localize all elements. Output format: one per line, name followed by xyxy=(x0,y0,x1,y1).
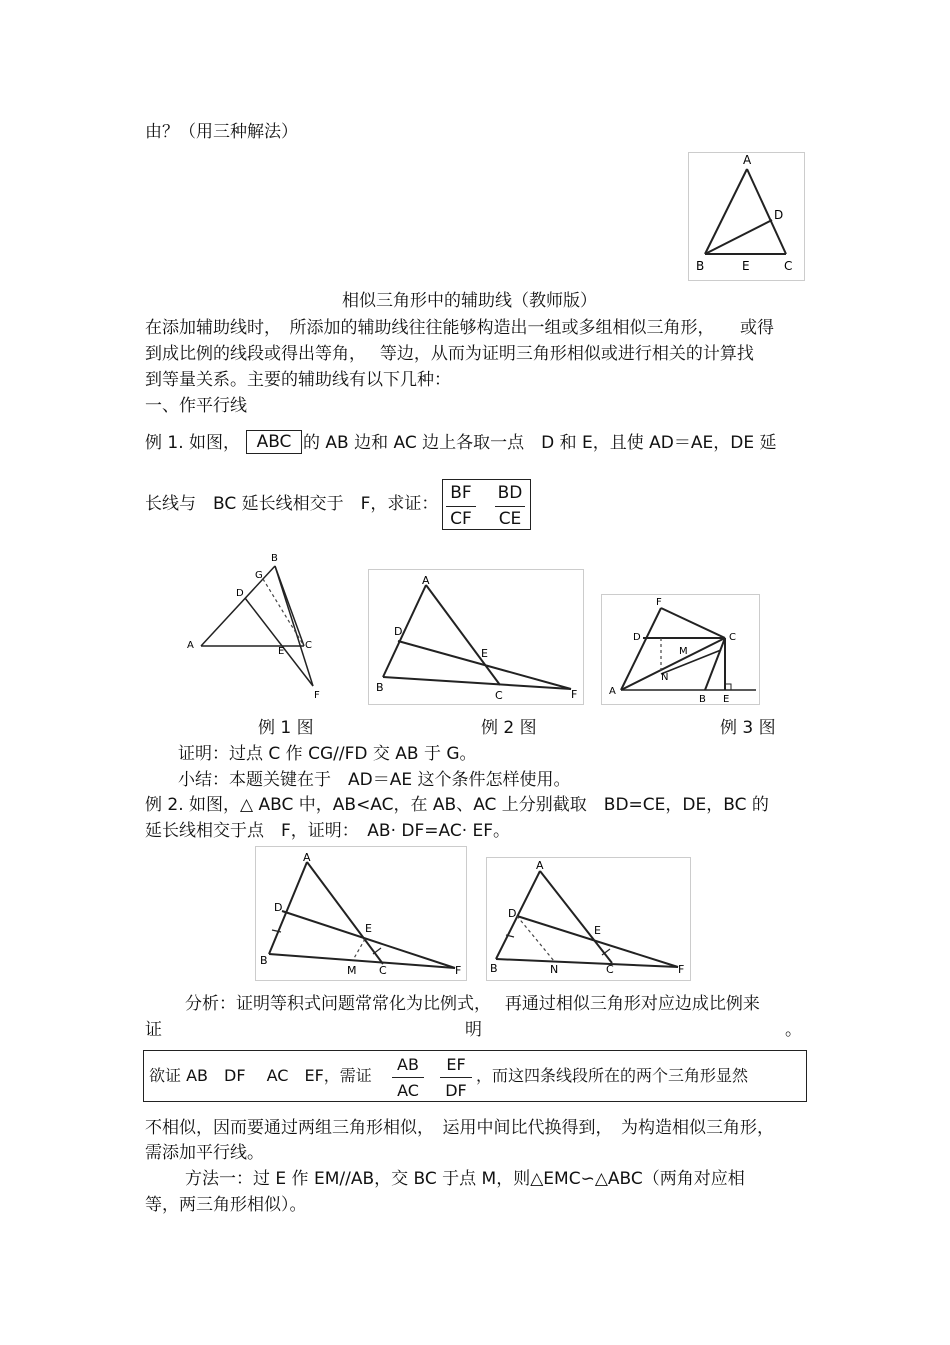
fig-label: F xyxy=(656,597,662,608)
fig-label: N xyxy=(661,672,669,683)
fig-label: A xyxy=(743,153,752,167)
fig-label: A xyxy=(609,686,616,697)
para-after-line1: 不相似，因而要通过两组三角形相似， 运用中间比代换得到， 为构造相似三角形， xyxy=(145,1118,774,1138)
fig-label: E xyxy=(481,647,488,660)
frac-num: BD xyxy=(497,483,523,503)
fig-label: E xyxy=(742,259,750,273)
ex2-method-figure-a xyxy=(255,846,468,982)
box-post: ，而这四条线段所在的两个三角形显然 xyxy=(476,1066,749,1085)
fig-label: E xyxy=(278,646,285,657)
fig-label: M xyxy=(679,646,688,657)
fig-label: F xyxy=(678,963,685,976)
page-title: 相似三角形中的辅助线（教师版） xyxy=(342,291,597,311)
analysis-mid: 明 xyxy=(465,1020,482,1040)
frac-line xyxy=(440,1077,472,1078)
analysis-left: 证 xyxy=(145,1020,162,1040)
fig-label: B xyxy=(271,553,278,564)
para1-line1: 在添加辅助线时， 所添加的辅助线往往能够构造出一组或多组相似三角形， 或得 xyxy=(145,318,774,338)
fig-label: C xyxy=(495,689,503,702)
frac-den: DF xyxy=(445,1081,467,1100)
fig-label: F xyxy=(571,688,578,701)
fig-label: A xyxy=(422,574,430,587)
caption-ex1: 例 1 图 xyxy=(258,718,314,738)
method1-line2: 等，两三角形相似）。 xyxy=(145,1195,307,1215)
fig-label: F xyxy=(314,690,320,701)
ex1-prefix: 例 1. 如图， xyxy=(145,433,241,453)
caption-ex3: 例 3 图 xyxy=(720,718,776,738)
frac-line xyxy=(495,506,525,507)
para1-line3: 到等量关系。主要的辅助线有以下几种： xyxy=(145,370,451,390)
frac-den: AC xyxy=(397,1081,419,1100)
analysis-end: 。 xyxy=(785,1020,802,1040)
summary1: 小结：本题关键在于 AD＝AE 这个条件怎样使用。 xyxy=(178,770,571,790)
frac-num: BF xyxy=(450,483,472,503)
frac-den: CF xyxy=(450,509,472,529)
fig-label: D xyxy=(508,907,517,920)
ex1-rest: 的 AB 边和 AC 边上各取一点 D 和 E，且使 AD＝AE，DE 延 xyxy=(303,433,777,453)
fig-label: C xyxy=(379,964,387,977)
fig-label: C xyxy=(606,963,614,976)
frac-line xyxy=(392,1077,424,1078)
fig-label: E xyxy=(365,922,372,935)
ex2-line2: 延长线相交于点 F，证明： AB· DF=AC· EF。 xyxy=(145,821,511,841)
fig-label: C xyxy=(305,640,312,651)
ex2-line1: 例 2. 如图，△ ABC 中，AB<AC，在 AB、AC 上分别截取 BD=CE，DE，BC 的 xyxy=(145,795,769,815)
para1-line2: 到成比例的线段或得出等角， 等边，从而为证明三角形相似或进行相关的计算找 xyxy=(145,344,754,364)
ex2-method-figure-b xyxy=(486,857,692,982)
para-after-line2: 需添加平行线。 xyxy=(145,1143,264,1163)
fig-label: E xyxy=(723,694,730,705)
fig-label: B xyxy=(699,694,706,705)
analysis-line1: 分析：证明等积式问题常常化为比例式， 再通过相似三角形对应边成比例来 xyxy=(185,994,760,1014)
ex2-figure xyxy=(368,569,585,706)
fig-label: B xyxy=(490,962,498,975)
section-heading: 一、作平行线 xyxy=(145,396,247,416)
frac-num: AB xyxy=(397,1055,419,1074)
fig-label: B xyxy=(260,954,268,967)
fig-label: D xyxy=(236,588,244,599)
ex1-boxed-abc: ABC xyxy=(246,430,302,454)
fig-label: F xyxy=(455,964,462,977)
ex3-figure xyxy=(601,594,761,706)
fig-label: C xyxy=(784,259,793,273)
fig-label: B xyxy=(696,259,705,273)
fig-label: A xyxy=(536,859,544,872)
caption-ex2: 例 2 图 xyxy=(481,718,537,738)
ex1-line2: 长线与 BC 延长线相交于 F，求证： xyxy=(145,494,439,514)
fig-label: D xyxy=(394,625,403,638)
fig-label: E xyxy=(594,924,601,937)
fig-label: A xyxy=(303,851,311,864)
frac-line xyxy=(446,506,476,507)
fig-label: C xyxy=(729,632,736,643)
fig-label: B xyxy=(376,681,384,694)
fig-label: D xyxy=(633,632,641,643)
fig-label: M xyxy=(347,964,357,977)
fig-label: N xyxy=(550,963,559,976)
ex1-figure xyxy=(180,548,330,704)
fig-label: G xyxy=(255,570,263,581)
proof1: 证明：过点 C 作 CG//FD 交 AB 于 G。 xyxy=(178,744,477,764)
frac-num: EF xyxy=(446,1055,466,1074)
fig-label: D xyxy=(274,901,283,914)
fig-label: D xyxy=(774,208,784,222)
frac-den: CE xyxy=(498,509,522,529)
box-pre: 欲证 AB DF AC EF，需证 xyxy=(149,1066,372,1085)
fig-label: A xyxy=(187,640,194,651)
intro-line: 由？（用三种解法） xyxy=(145,122,298,142)
method1-line1: 方法一：过 E 作 EM//AB，交 BC 于点 M，则△EMC∽△ABC（两角对应相 xyxy=(185,1169,745,1189)
top-triangle-figure xyxy=(688,152,806,282)
